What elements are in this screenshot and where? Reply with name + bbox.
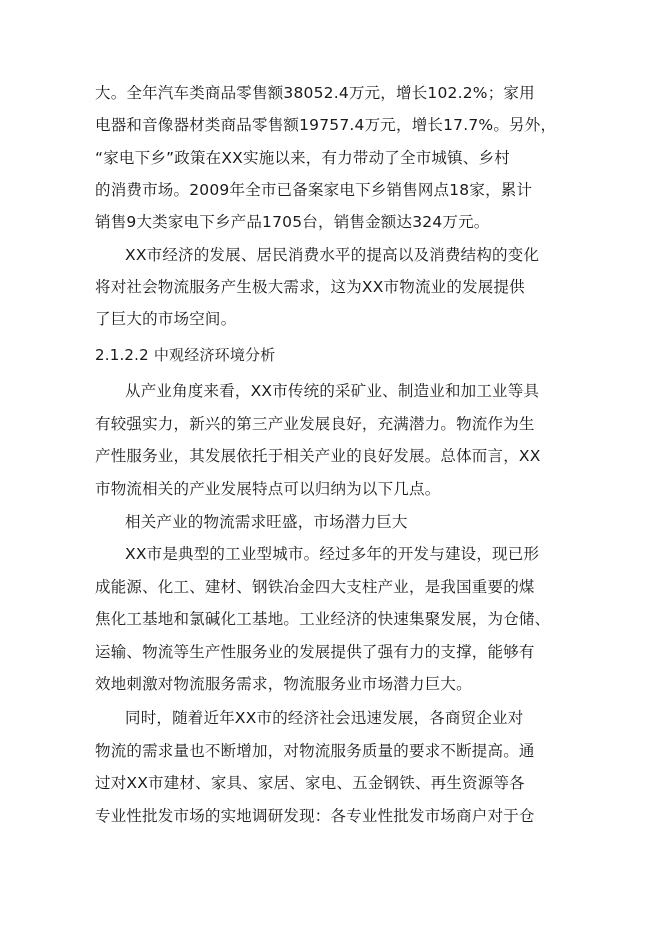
text-line: 产性服务业，其发展依托于相关产业的良好发展。总体而言，XX [95, 447, 541, 465]
text-line: 了巨大的市场空间。 [95, 310, 237, 328]
paragraph-first-line: XX市经济的发展、居民消费水平的提高以及消费结构的变化 [125, 246, 540, 264]
text-line: 将对社会物流服务产生极大需求，这为XX市物流业的发展提供 [95, 278, 525, 296]
text-line: 运输、物流等生产性服务业的发展提供了强有力的支撑，能够有 [95, 643, 535, 661]
text-line: 销售9大类家电下乡产品1705台，销售金额达324万元。 [95, 213, 490, 231]
text-line: 焦化工基地和氯碱化工基地。工业经济的快速集聚发展，为仓储、 [95, 610, 551, 628]
paragraph-first-line: 从产业角度来看，XX市传统的采矿业、制造业和加工业等具 [125, 382, 540, 400]
text-line: 物流的需求量也不断增加，对物流服务质量的要求不断提高。通 [95, 742, 535, 760]
text-line: “家电下乡”政策在XX实施以来，有力带动了全市城镇、乡村 [95, 149, 510, 167]
text-line: 电器和音像器材类商品零售额19757.4万元，增长17.7%。另外， [95, 116, 557, 134]
paragraph-first-line: 同时，随着近年XX市的经济社会迅速发展，各商贸企业对 [125, 709, 524, 727]
text-line: 过对XX市建材、家具、家居、家电、五金钢铁、再生资源等各 [95, 774, 525, 792]
subheading: 相关产业的物流需求旺盛，市场潜力巨大 [125, 513, 408, 531]
section-heading: 2.1.2.2 中观经济环境分析 [95, 346, 276, 364]
text-line: 的消费市场。2009年全市已备案家电下乡销售网点18家，累计 [95, 181, 533, 199]
text-line: 效地刺激对物流服务需求，物流服务业市场潜力巨大。 [95, 675, 472, 693]
text-line: 市物流相关的产业发展特点可以归纳为以下几点。 [95, 480, 441, 498]
text-line: 成能源、化工、建材、钢铁冶金四大支柱产业，是我国重要的煤 [95, 578, 535, 596]
text-line: 专业性批发市场的实地调研发现：各专业性批发市场商户对于仓 [95, 807, 535, 825]
paragraph-first-line: XX市是典型的工业型城市。经过多年的开发与建设，现已形 [125, 545, 540, 563]
text-line: 大。全年汽车类商品零售额38052.4万元，增长102.2%；家用 [95, 84, 535, 102]
text-line: 有较强实力，新兴的第三产业发展良好，充满潜力。物流作为生 [95, 415, 535, 433]
